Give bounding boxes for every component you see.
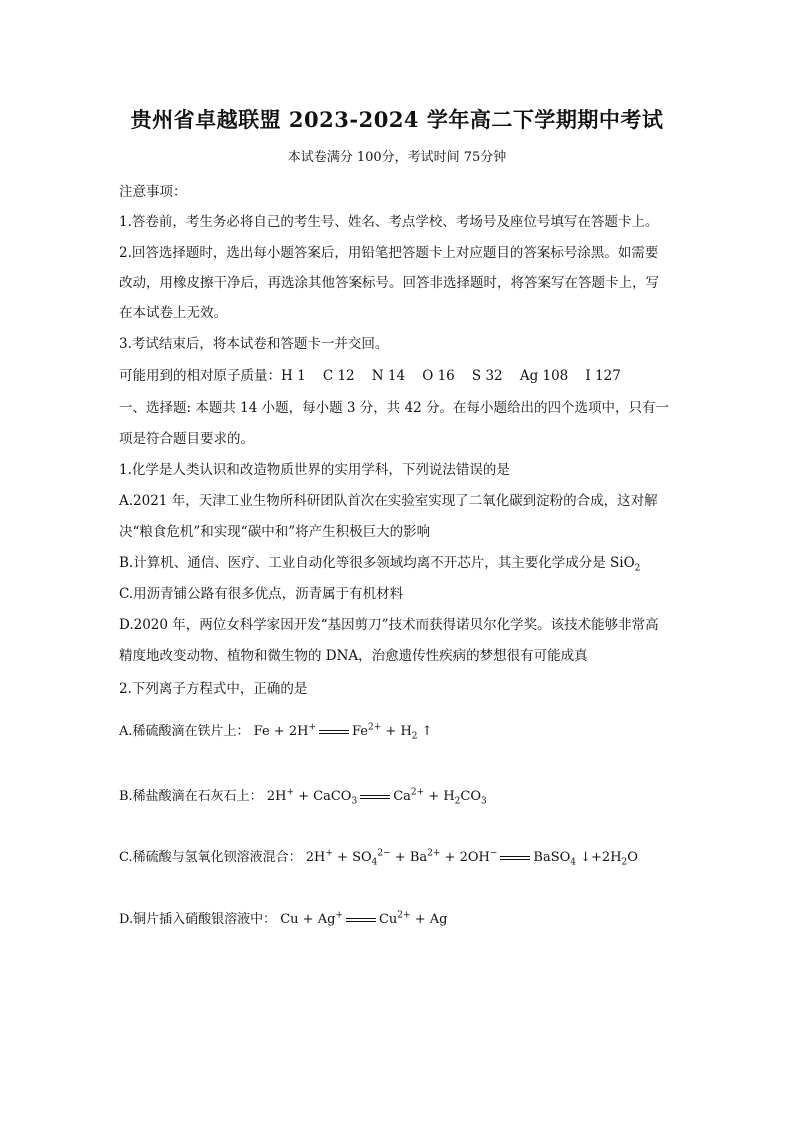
q1-option-d-line-2: 精度地改变动物、植物和微生物的 DNA，治愈遗传性疾病的梦想很有可能成真 (119, 648, 588, 664)
q1-option-a-line-1: A.2021 年，天津工业生物所科研团队首次在实验室实现了二氧化碳到淀粉的合成，这对解 (119, 493, 658, 509)
q1-option-d-line-1: D.2020 年，两位女科学家因开发“基因剪刀”技术而获得诺贝尔化学奖。该技术能够非常高 (119, 617, 659, 633)
q2-option-b-label: B.稀盐酸滴在石灰石上： (119, 789, 263, 804)
exam-subtitle: 本试卷满分 100分，考试时间 75分钟 (287, 150, 507, 165)
section-1-intro-line-2: 项是符合题目要求的。 (119, 431, 254, 447)
q1-option-b (119, 551, 640, 574)
q2-option-d (119, 908, 447, 927)
q2-option-a-label: A.稀硫酸滴在铁片上： (119, 724, 250, 739)
q2-option-b-equation: 2H+ + CaCO$_3$ $Ca^{2+} + H_2CO_3$ (266, 787, 487, 807)
q1-stem: 1.化学是人类认识和改造物质世界的实用学科，下列说法错误的是 (119, 462, 510, 478)
note-2-line-2: 改动，用橡皮擦干净后，再选涂其他答案标号。回答非选择题时，将答案写在答题卡上，写 (119, 275, 659, 291)
q2-option-d-label: D.铜片插入硝酸银溶液中： (119, 912, 277, 927)
section-1-intro-line-1: 一、选择题: 本题共 14 小题，每小题 3 分，共 42 分。在每小题给出的四个选项中，只有一 (119, 400, 670, 416)
q1-option-a-line-2: 决“粮食危机”和实现“碳中和”将产生积极巨大的影响 (119, 524, 431, 540)
q2-option-a (119, 720, 433, 742)
q2-option-d-equation: Cu + Ag+ $Cu^{2+} + Ag$ (280, 910, 448, 927)
atomic-masses: 可能用到的相对原子质量：H 1 C 12 N 14 O 16 S 32 Ag 108 I 127 (119, 368, 621, 384)
q2-option-c-equation: $2H^+ + SO_4^{2-} + Ba^{2+} + 2OH^-$ BaSO$_4$ $↓+2H_2O$ (305, 848, 638, 868)
note-3: 3.考试结束后，将本试卷和答题卡一并交回。 (119, 336, 389, 352)
notes-heading: 注意事项： (119, 184, 187, 200)
q2-option-a-equation: Fe + 2H+ $Fe^{2+} + H_2$ ↑ (253, 722, 433, 742)
q2-stem: 2.下列离子方程式中，正确的是 (119, 681, 308, 697)
q1-option-b-text: B.计算机、通信、医疗、工业自动化等很多领域均离不开芯片，其主要化学成分是 SiO (119, 555, 635, 571)
note-2-line-1: 2.回答选择题时，选出每小题答案后，用铅笔把答题卡上对应题目的答案标号涂黑。如需要 (119, 245, 659, 261)
q1-option-c: C.用沥青铺公路有很多优点，沥青属于有机材料 (119, 586, 404, 602)
exam-title: 贵州省卓越联盟 2023-2024 学年高二下学期期中考试 (130, 107, 664, 132)
q1-option-b-subscript: 2 (634, 563, 641, 574)
q2-option-c-label: C.稀硫酸与氢氧化钡溶液混合： (119, 850, 302, 865)
q2-option-c (119, 846, 638, 868)
note-1: 1.答卷前，考生务必将自己的考生号、姓名、考点学校、考场号及座位号填写在答题卡上。 (119, 214, 659, 230)
note-2-line-3: 在本试卷上无效。 (119, 305, 227, 321)
q2-option-b (119, 785, 487, 807)
